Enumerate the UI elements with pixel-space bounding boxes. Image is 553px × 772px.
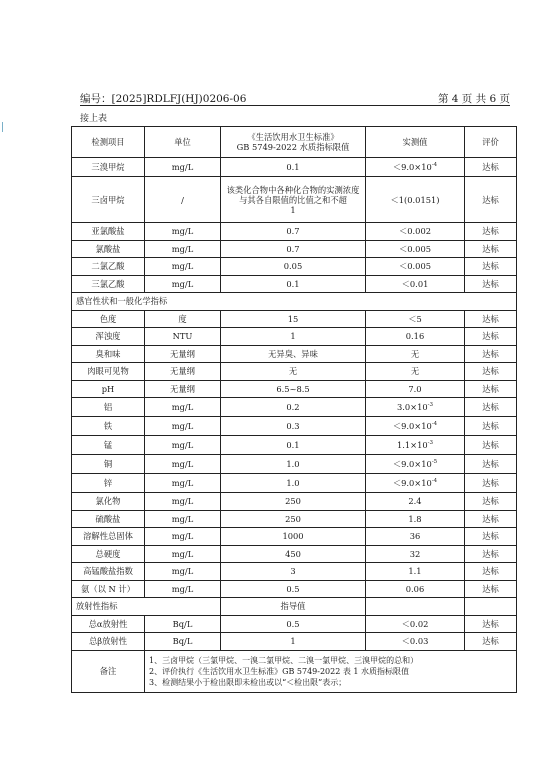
table-row	[72, 223, 517, 241]
margin-mark	[2, 122, 5, 132]
result-cell: 达标	[465, 563, 517, 581]
limit-cell: 0.7	[221, 223, 366, 241]
table-row	[72, 258, 517, 276]
unit-cell: mg/L	[145, 580, 221, 598]
unit-cell: mg/L	[145, 528, 221, 546]
unit-cell: NTU	[145, 328, 221, 346]
table-row	[72, 398, 517, 417]
section-row-sensory	[72, 293, 517, 311]
result-cell: 达标	[465, 455, 517, 474]
document-number: 编号：[2025]RDLFJ(HJ)0206-06	[80, 93, 247, 105]
result-cell: 达标	[465, 328, 517, 346]
limit-cell: 1	[221, 633, 366, 651]
unit-cell: mg/L	[145, 258, 221, 276]
value-mantissa: 3.0×10	[396, 402, 428, 412]
table-row	[72, 510, 517, 528]
unit-cell: mg/L	[145, 474, 221, 493]
item-cell: 色度	[72, 310, 145, 328]
limit-cell: 250	[221, 510, 366, 528]
result-cell: 达标	[465, 545, 517, 563]
table-row	[72, 580, 517, 598]
col-unit: 单位	[145, 127, 221, 158]
value-cell: 1.8	[366, 510, 465, 528]
unit-cell: mg/L	[145, 275, 221, 293]
guide-value-label: 指导值	[221, 598, 366, 616]
limit-cell: 15	[221, 310, 366, 328]
item-cell: 三卤甲烷	[72, 177, 145, 223]
unit-cell: Bq/L	[145, 633, 221, 651]
value-cell: ＜0.02	[366, 615, 465, 633]
result-cell: 达标	[465, 258, 517, 276]
value-cell: 无	[366, 363, 465, 381]
table-row	[72, 474, 517, 493]
limit-cell: 无异臭、异味	[221, 345, 366, 363]
value-mantissa: 1.1×10	[396, 440, 428, 450]
note-line: 3、检测结果小于检出限即未检出或以“＜检出限”表示；	[149, 677, 347, 687]
value-exponent: -3	[427, 440, 434, 447]
item-cell: 高锰酸盐指数	[72, 563, 145, 581]
notes-label: 备注	[72, 650, 145, 692]
col-item: 检测项目	[72, 127, 145, 158]
unit-cell: mg/L	[145, 417, 221, 436]
value-cell: 0.06	[366, 580, 465, 598]
result-cell: 达标	[465, 240, 517, 258]
unit-cell: 无量纲	[145, 363, 221, 381]
empty-cell	[366, 598, 465, 616]
item-cell: 总硬度	[72, 545, 145, 563]
item-cell: 溶解性总固体	[72, 528, 145, 546]
value-exponent: -4	[431, 478, 438, 485]
unit-cell: mg/L	[145, 563, 221, 581]
limit-cell: 0.5	[221, 580, 366, 598]
limit-cell: 1.0	[221, 474, 366, 493]
col-limit: 《生活饮用水卫生标准》 GB 5749-2022 水质指标限值	[221, 127, 366, 158]
unit-cell: /	[145, 177, 221, 223]
value-cell: 36	[366, 528, 465, 546]
continued-label: 接上表	[80, 114, 108, 124]
value-exponent: -5	[431, 459, 438, 466]
value-cell	[366, 158, 465, 177]
result-cell: 达标	[465, 177, 517, 223]
table-row	[72, 455, 517, 474]
limit-cell: 6.5~8.5	[221, 380, 366, 398]
value-mantissa: ＜9.0×10	[392, 478, 432, 488]
result-cell: 达标	[465, 510, 517, 528]
value-cell	[366, 455, 465, 474]
value-cell: 无	[366, 345, 465, 363]
unit-cell: mg/L	[145, 158, 221, 177]
result-cell: 达标	[465, 275, 517, 293]
value-cell: ＜0.002	[366, 223, 465, 241]
value-cell	[366, 474, 465, 493]
unit-cell: 无量纲	[145, 380, 221, 398]
limit-cell: 1	[221, 328, 366, 346]
result-cell: 达标	[465, 345, 517, 363]
water-quality-table	[71, 126, 517, 693]
value-cell: ＜5	[366, 310, 465, 328]
value-cell: ＜0.01	[366, 275, 465, 293]
value-exponent: -4	[431, 162, 438, 169]
result-cell: 达标	[465, 310, 517, 328]
unit-cell: mg/L	[145, 493, 221, 511]
table-row	[72, 615, 517, 633]
table-header-row	[72, 127, 517, 158]
limit-cell: 0.05	[221, 258, 366, 276]
value-cell: 32	[366, 545, 465, 563]
result-cell: 达标	[465, 363, 517, 381]
value-exponent: -4	[431, 421, 438, 428]
table-row	[72, 545, 517, 563]
table-row	[72, 158, 517, 177]
item-cell: 铁	[72, 417, 145, 436]
item-cell: 锌	[72, 474, 145, 493]
result-cell: 达标	[465, 380, 517, 398]
section-label: 感官性状和一般化学指标	[72, 293, 517, 311]
limit-cell: 0.1	[221, 158, 366, 177]
note-line: 2、评价执行《生活饮用水卫生标准》GB 5749-2022 表 1 水质指标限值	[149, 666, 410, 676]
item-cell: 亚氯酸盐	[72, 223, 145, 241]
table-row	[72, 177, 517, 223]
item-cell: 三氯乙酸	[72, 275, 145, 293]
col-result: 评价	[465, 127, 517, 158]
limit-cell: 450	[221, 545, 366, 563]
section-row-radio	[72, 598, 517, 616]
result-cell: 达标	[465, 580, 517, 598]
result-cell: 达标	[465, 436, 517, 455]
value-mantissa: ＜9.0×10	[392, 421, 432, 431]
limit-cell: 0.2	[221, 398, 366, 417]
item-cell: pH	[72, 380, 145, 398]
table-row	[72, 363, 517, 381]
result-cell: 达标	[465, 417, 517, 436]
table-row	[72, 436, 517, 455]
result-cell: 达标	[465, 158, 517, 177]
table-row	[72, 417, 517, 436]
table-row	[72, 493, 517, 511]
item-cell: 硫酸盐	[72, 510, 145, 528]
item-cell: 总α放射性	[72, 615, 145, 633]
item-cell: 氯化物	[72, 493, 145, 511]
notes-content	[145, 650, 517, 692]
result-cell: 达标	[465, 528, 517, 546]
result-cell: 达标	[465, 474, 517, 493]
limit-cell: 0.1	[221, 275, 366, 293]
unit-cell: mg/L	[145, 436, 221, 455]
unit-cell: mg/L	[145, 455, 221, 474]
value-cell: 2.4	[366, 493, 465, 511]
result-cell: 达标	[465, 398, 517, 417]
page-header	[80, 91, 510, 106]
value-exponent: -3	[427, 402, 434, 409]
table-row	[72, 275, 517, 293]
notes-row	[72, 650, 517, 692]
limit-cell: 该类化合物中各种化合物的实测浓度与其各自限值的比值之和不超 1	[221, 177, 366, 223]
empty-cell	[465, 598, 517, 616]
limit-cell: 0.5	[221, 615, 366, 633]
table-row	[72, 328, 517, 346]
item-cell: 浑浊度	[72, 328, 145, 346]
limit-cell: 1000	[221, 528, 366, 546]
table-row	[72, 380, 517, 398]
table-row	[72, 345, 517, 363]
unit-cell: 无量纲	[145, 345, 221, 363]
limit-cell: 1.0	[221, 455, 366, 474]
item-cell: 氯酸盐	[72, 240, 145, 258]
value-cell: 0.16	[366, 328, 465, 346]
limit-cell: 0.1	[221, 436, 366, 455]
unit-cell: 度	[145, 310, 221, 328]
value-mantissa: ＜9.0×10	[392, 459, 432, 469]
table-row	[72, 240, 517, 258]
value-cell: ＜0.03	[366, 633, 465, 651]
unit-cell: mg/L	[145, 398, 221, 417]
item-cell: 二氯乙酸	[72, 258, 145, 276]
value-cell: ＜0.005	[366, 240, 465, 258]
value-cell: ＜0.005	[366, 258, 465, 276]
unit-cell: mg/L	[145, 510, 221, 528]
item-cell: 三溴甲烷	[72, 158, 145, 177]
value-cell: 7.0	[366, 380, 465, 398]
value-cell: 1.1	[366, 563, 465, 581]
item-cell: 铜	[72, 455, 145, 474]
result-cell: 达标	[465, 223, 517, 241]
table-row	[72, 633, 517, 651]
item-cell: 锰	[72, 436, 145, 455]
table-row	[72, 310, 517, 328]
value-cell	[366, 398, 465, 417]
result-cell: 达标	[465, 633, 517, 651]
unit-cell: Bq/L	[145, 615, 221, 633]
note-line: 1、三卤甲烷（三氯甲烷、一溴二氯甲烷、二溴一氯甲烷、三溴甲烷的总和）	[149, 655, 419, 665]
result-cell: 达标	[465, 493, 517, 511]
value-mantissa: ＜9.0×10	[392, 162, 432, 172]
unit-cell: mg/L	[145, 223, 221, 241]
item-cell: 氨（以 N 计）	[72, 580, 145, 598]
value-cell	[366, 436, 465, 455]
table-row	[72, 563, 517, 581]
unit-cell: mg/L	[145, 545, 221, 563]
item-cell: 臭和味	[72, 345, 145, 363]
limit-cell: 3	[221, 563, 366, 581]
limit-cell: 250	[221, 493, 366, 511]
table-row	[72, 528, 517, 546]
value-cell	[366, 417, 465, 436]
limit-cell: 无	[221, 363, 366, 381]
item-cell: 铝	[72, 398, 145, 417]
limit-cell: 0.3	[221, 417, 366, 436]
section-label: 放射性指标	[72, 598, 221, 616]
col-value: 实测值	[366, 127, 465, 158]
result-cell: 达标	[465, 615, 517, 633]
page-number: 第 4 页 共 6 页	[437, 93, 510, 105]
item-cell: 总β放射性	[72, 633, 145, 651]
unit-cell: mg/L	[145, 240, 221, 258]
limit-cell: 0.7	[221, 240, 366, 258]
item-cell: 肉眼可见物	[72, 363, 145, 381]
value-cell: ＜1(0.0151)	[366, 177, 465, 223]
